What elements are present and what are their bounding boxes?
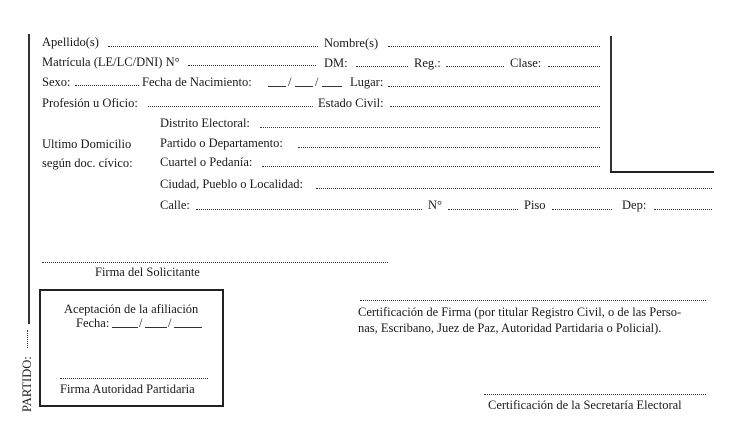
fecha-nacimiento-year-field[interactable] — [322, 86, 342, 87]
certificacion-firma-text-2: nas, Escribano, Juez de Paz, Autoridad Partidaria o Policial). — [358, 321, 662, 335]
calle-label: Calle: — [160, 198, 190, 212]
apellidos-field[interactable] — [108, 46, 318, 47]
numero-field[interactable] — [448, 209, 518, 210]
left-border-line — [28, 34, 30, 324]
distrito-electoral-field[interactable] — [260, 127, 600, 128]
fecha-slash-1: / — [288, 75, 292, 89]
sexo-label: Sexo: — [42, 75, 71, 89]
distrito-electoral-label: Distrito Electoral: — [160, 116, 250, 130]
fecha-aceptacion-month-field[interactable] — [145, 327, 167, 328]
piso-field[interactable] — [552, 209, 612, 210]
fecha-aceptacion-slash-1: / — [139, 316, 143, 330]
photo-box-bottom-edge — [610, 171, 714, 173]
cuartel-pedania-label: Cuartel o Pedanía: — [160, 155, 253, 169]
sexo-field[interactable] — [75, 85, 139, 86]
apellidos-label: Apellido(s) — [42, 35, 99, 49]
piso-label: Piso — [524, 198, 546, 212]
partido-departamento-field[interactable] — [298, 147, 600, 148]
dm-label: DM: — [324, 56, 348, 70]
reg-field[interactable] — [446, 66, 504, 67]
dep-field[interactable] — [654, 209, 712, 210]
fecha-aceptacion-slash-2: / — [168, 316, 172, 330]
profesion-field[interactable] — [148, 106, 313, 107]
firma-solicitante-label: Firma del Solicitante — [95, 265, 200, 279]
dm-field[interactable] — [356, 66, 408, 67]
matricula-label: Matrícula (LE/LC/DNI) N° — [42, 55, 180, 69]
fecha-aceptacion-label: Fecha: — [76, 316, 110, 330]
clase-label: Clase: — [510, 56, 542, 70]
cuartel-pedania-field[interactable] — [262, 166, 600, 167]
ultimo-domicilio-label: Ultimo Domicilio — [42, 137, 132, 151]
firma-solicitante-line[interactable] — [42, 262, 388, 263]
certificacion-secretaria-label: Certificación de la Secretaría Electoral — [488, 398, 682, 412]
estado-civil-field[interactable] — [390, 106, 600, 107]
certificacion-firma-text-1: Certificación de Firma (por titular Registro Civil, o de las Perso- — [358, 305, 682, 319]
nombres-label: Nombre(s) — [324, 36, 379, 50]
dep-label: Dep: — [622, 198, 647, 212]
calle-field[interactable] — [196, 209, 422, 210]
lugar-label: Lugar: — [350, 75, 384, 89]
fecha-nacimiento-day-field[interactable] — [268, 86, 286, 87]
fecha-nacimiento-month-field[interactable] — [295, 86, 313, 87]
numero-label: N° — [428, 198, 443, 212]
profesion-label: Profesión u Oficio: — [42, 96, 138, 110]
ciudad-label: Ciudad, Pueblo o Localidad: — [160, 177, 304, 191]
fecha-nacimiento-label: Fecha de Nacimiento: — [142, 75, 252, 89]
aceptacion-label: Aceptación de la afiliación — [64, 302, 199, 316]
ultimo-domicilio-sub-label: según doc. cívico: — [42, 156, 133, 170]
partido-label: PARTIDO: — [20, 356, 34, 412]
partido-departamento-label: Partido o Departamento: — [160, 136, 283, 150]
fecha-slash-2: / — [315, 75, 319, 89]
reg-label: Reg.: — [414, 56, 441, 70]
firma-autoridad-label: Firma Autoridad Partidaria — [60, 382, 195, 396]
certificacion-firma-line[interactable] — [360, 300, 706, 301]
nombres-field[interactable] — [388, 46, 600, 47]
fecha-aceptacion-day-field[interactable] — [112, 327, 138, 328]
matricula-field[interactable] — [188, 65, 316, 66]
certificacion-secretaria-line[interactable] — [484, 394, 706, 395]
estado-civil-label: Estado Civil: — [318, 96, 384, 110]
partido-field[interactable] — [27, 330, 29, 348]
lugar-field[interactable] — [388, 86, 600, 87]
photo-box-area[interactable] — [612, 36, 714, 170]
firma-autoridad-line[interactable] — [60, 378, 208, 379]
ciudad-field[interactable] — [316, 188, 712, 189]
clase-field[interactable] — [548, 66, 600, 67]
fecha-aceptacion-year-field[interactable] — [174, 327, 202, 328]
